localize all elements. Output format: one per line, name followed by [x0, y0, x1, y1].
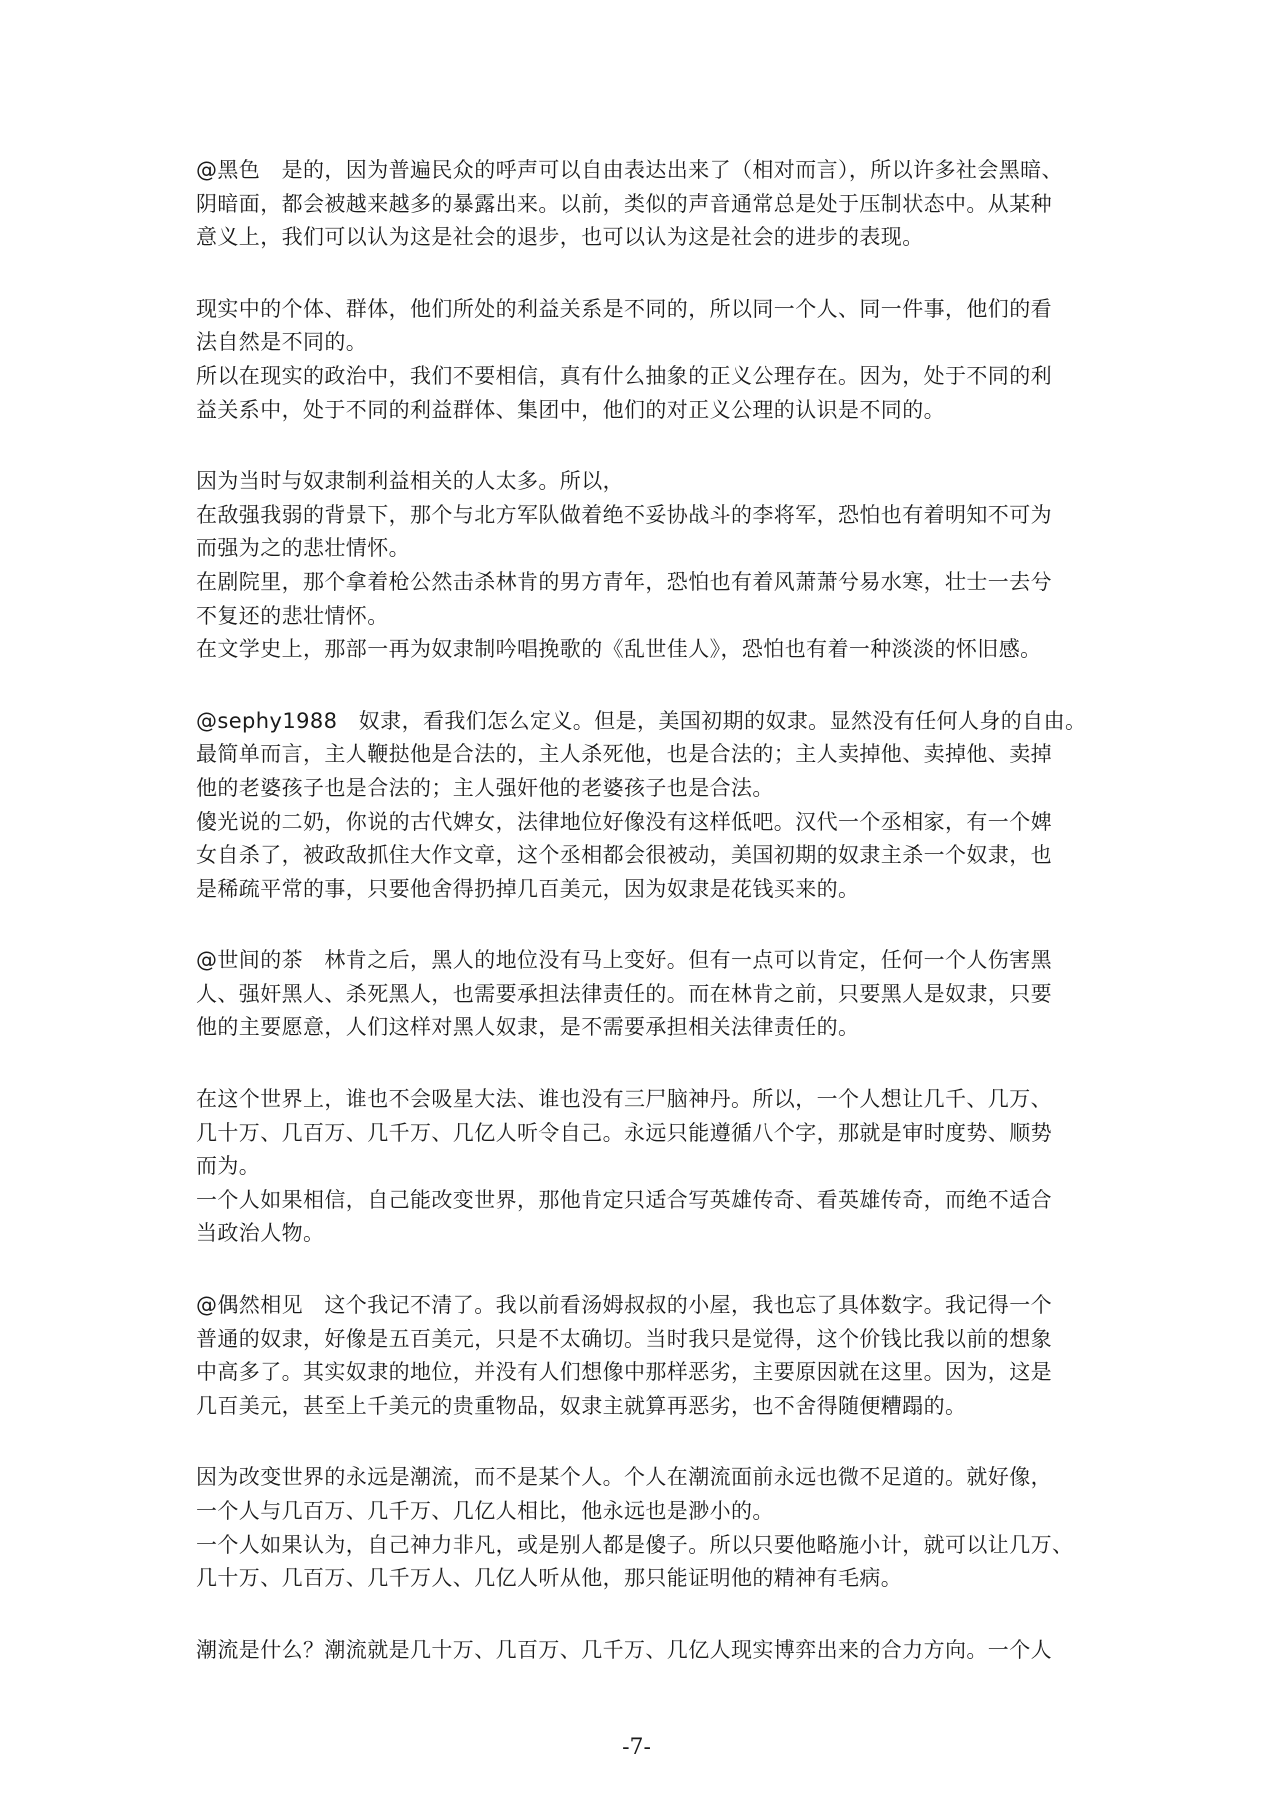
paragraph [196, 1289, 1086, 1423]
text-line: 人、强奸黑人、杀死黑人，也需要承担法律责任的。而在林肯之前，只要黑人是奴隶，只要 [196, 981, 1052, 1006]
text-line: 现实中的个体、群体，他们所处的利益关系是不同的，所以同一个人、同一件事，他们的看 [196, 296, 1052, 321]
text-line: 在剧院里，那个拿着枪公然击杀林肯的男方青年，恐怕也有着风萧萧兮易水寒，壮士一去兮 [196, 569, 1052, 594]
text-line: 在文学史上，那部一再为奴隶制吟唱挽歌的《乱世佳人》，恐怕也有着一种淡淡的怀旧感。 [196, 637, 1042, 662]
text-line: 因为当时与奴隶制利益相关的人太多。所以， [196, 469, 624, 494]
text-line: 一个人与几百万、几千万、几亿人相比，他永远也是渺小的。 [196, 1499, 774, 1523]
text-line: 潮流是什么？潮流就是几十万、几百万、几千万、几亿人现实博弈出来的合力方向。一个人 [196, 1637, 1052, 1662]
text-line: 一个人如果认为，自己神力非凡，或是别人都是傻子。所以只要他略施小计，就可以让几万、 [196, 1532, 1074, 1557]
text-line: 中高多了。其实奴隶的地位，并没有人们想像中那样恶劣，主要原因就在这里。因为，这是 [196, 1360, 1052, 1385]
text-line: 益关系中，处于不同的利益群体、集团中，他们的对正义公理的认识是不同的。 [196, 397, 945, 422]
text-line: 在敌强我弱的背景下，那个与北方军队做着绝不妥协战斗的李将军，恐怕也有着明知不可为 [196, 502, 1052, 527]
text-line: @sephy1988 奴隶，看我们怎么定义。但是，美国初期的奴隶。显然没有任何人身的自由。 [196, 708, 1087, 733]
text-line: 阴暗面，都会被越来越多的暴露出来。以前，类似的声音通常总是处于压制状态中。从某种 [196, 191, 1052, 216]
text-line: @世间的茶 林肯之后，黑人的地位没有马上变好。但有一点可以肯定，任何一个人伤害黑 [196, 948, 1052, 973]
page-number: -7- [622, 1735, 651, 1760]
text-line: 几百美元，甚至上千美元的贵重物品，奴隶主就算再恶劣，也不舍得随便糟蹋的。 [196, 1393, 967, 1418]
text-line: 而为。 [196, 1154, 261, 1179]
paragraph [196, 465, 1086, 667]
text-line: 女自杀了，被政敌抓住大作文章，这个丞相都会很被动，美国初期的奴隶主杀一个奴隶，也 [196, 843, 1052, 868]
paragraph [196, 1461, 1086, 1595]
paragraph [196, 293, 1086, 427]
text-line: 他的老婆孩子也是合法的；主人强奸他的老婆孩子也是合法。 [196, 775, 774, 800]
text-line: 当政治人物。 [196, 1221, 325, 1246]
text-line: 他的主要愿意，人们这样对黑人奴隶，是不需要承担相关法律责任的。 [196, 1015, 860, 1040]
text-line: 普通的奴隶，好像是五百美元，只是不太确切。当时我只是觉得，这个价钱比我以前的想象 [196, 1326, 1052, 1351]
text-line: 几十万、几百万、几千万人、几亿人听从他，那只能证明他的精神有毛病。 [196, 1566, 903, 1591]
text-line: 不复还的悲壮情怀。 [196, 603, 389, 628]
text-line: 意义上，我们可以认为这是社会的退步，也可以认为这是社会的进步的表现。 [196, 225, 924, 250]
text-line: 傻光说的二奶，你说的古代婢女，法律地位好像没有这样低吧。汉代一个丞相家，有一个婢 [196, 809, 1052, 834]
text-line: 一个人如果相信，自己能改变世界，那他肯定只适合写英雄传奇、看英雄传奇，而绝不适合 [196, 1187, 1052, 1212]
text-line: 在这个世界上，谁也不会吸星大法、谁也没有三尸脑神丹。所以，一个人想让几千、几万、 [196, 1087, 1052, 1112]
text-line: 所以在现实的政治中，我们不要相信，真有什么抽象的正义公理存在。因为，处于不同的利 [196, 363, 1052, 388]
text-line: 而强为之的悲壮情怀。 [196, 536, 410, 561]
text-line: @偶然相见 这个我记不清了。我以前看汤姆叔叔的小屋，我也忘了具体数字。我记得一个 [196, 1293, 1052, 1318]
text-line: 因为改变世界的永远是潮流，而不是某个人。个人在潮流面前永远也微不足道的。就好像， [196, 1465, 1052, 1490]
paragraph [196, 944, 1086, 1045]
text-line: @黑色 是的，因为普遍民众的呼声可以自由表达出来了（相对而言），所以许多社会黑暗、 [196, 158, 1063, 182]
text-line: 几十万、几百万、几千万、几亿人听令自己。永远只能遵循八个字，那就是审时度势、顺势 [196, 1120, 1052, 1145]
body-text [196, 154, 1086, 1705]
text-line: 是稀疏平常的事，只要他舍得扔掉几百美元，因为奴隶是花钱买来的。 [196, 876, 860, 901]
text-line: 最简单而言，主人鞭挞他是合法的，主人杀死他，也是合法的；主人卖掉他、卖掉他、卖掉 [196, 742, 1052, 767]
paragraph [196, 1083, 1086, 1251]
text-line: 法自然是不同的。 [196, 330, 368, 355]
paragraph [196, 705, 1086, 907]
paragraph [196, 154, 1086, 255]
paragraph [196, 1634, 1086, 1668]
